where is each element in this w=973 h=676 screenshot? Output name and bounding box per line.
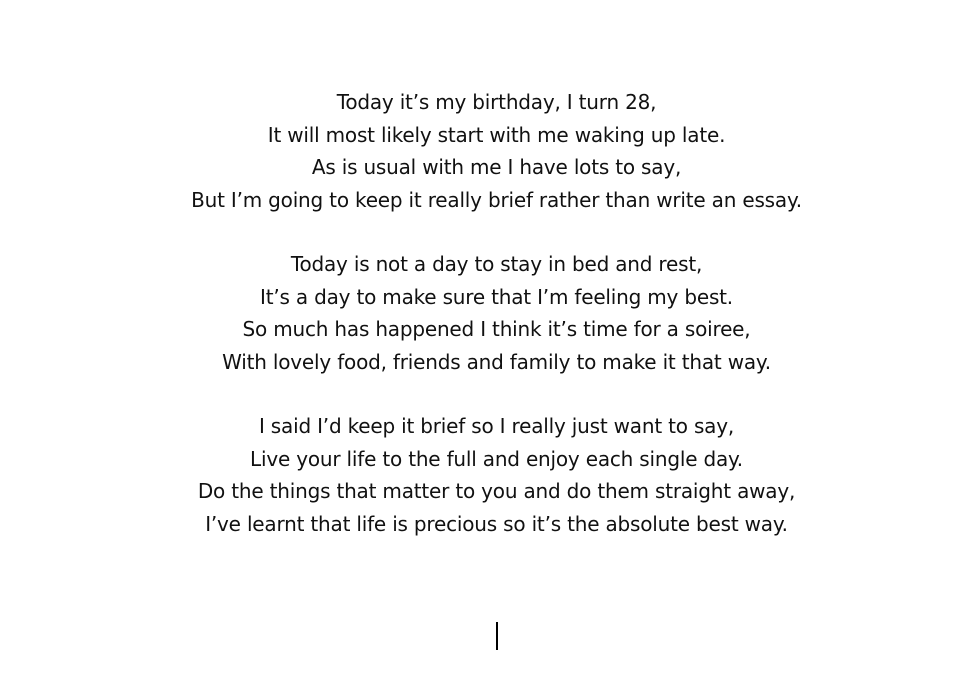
poem-line: So much has happened I think it’s time for a soiree, bbox=[242, 317, 751, 341]
poem-line: As is usual with me I have lots to say, bbox=[311, 155, 682, 179]
poem-line: Live your life to the full and enjoy each single day. bbox=[250, 446, 743, 471]
poem-line: I said I’d keep it brief so I really just want to say, bbox=[258, 414, 735, 438]
stanza-2 bbox=[0, 248, 973, 378]
text-cursor[interactable] bbox=[496, 622, 498, 650]
poem-line: Today it’s my birthday, I turn 28, bbox=[336, 90, 657, 114]
poem-line: I’ve learnt that life is precious so it’s the absolute best way. bbox=[205, 511, 788, 536]
stanza-1 bbox=[0, 86, 973, 216]
poem-line: It will most likely start with me waking up late. bbox=[267, 122, 726, 147]
poem-line: Do the things that matter to you and do them straight away, bbox=[197, 479, 796, 503]
stanza-3 bbox=[0, 410, 973, 540]
poem-line: Today is not a day to stay in bed and rest, bbox=[290, 252, 703, 276]
poem-line: It’s a day to make sure that I’m feeling my best. bbox=[260, 284, 733, 309]
poem-line: But I’m going to keep it really brief rather than write an essay. bbox=[191, 187, 802, 212]
poem-line: With lovely food, friends and family to make it that way. bbox=[222, 349, 771, 374]
